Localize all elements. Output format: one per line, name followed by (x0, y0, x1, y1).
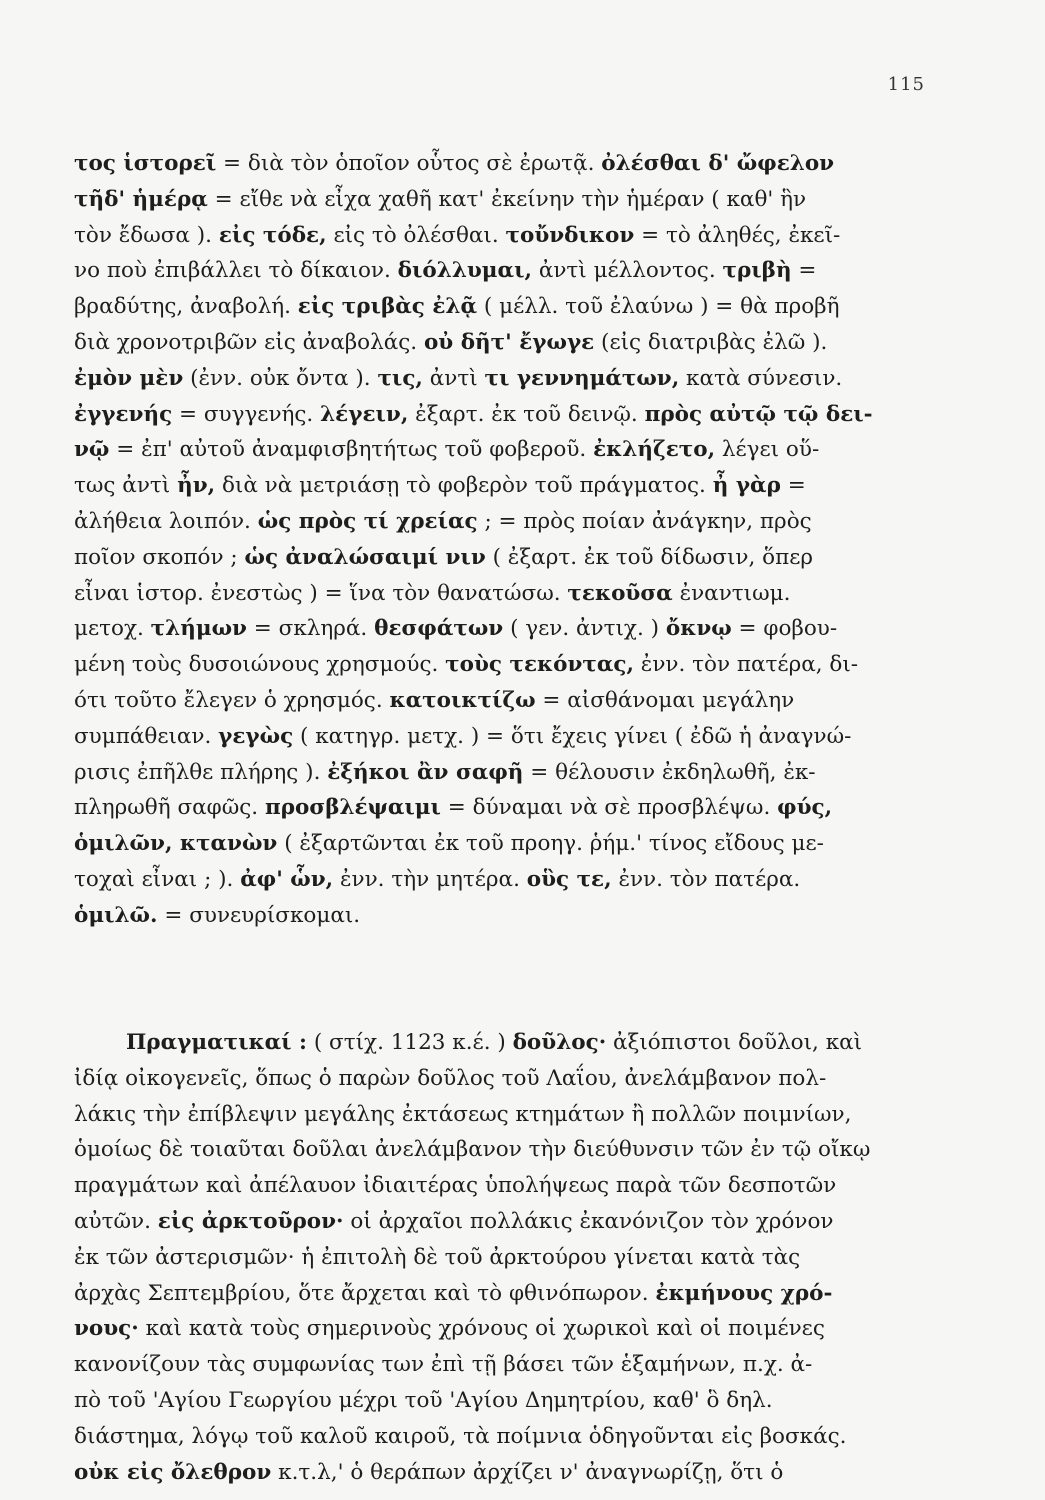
text-line: ἀρχὰς Σεπτεμβρίου, ὅτε ἄρχεται καὶ τὸ φθινόπωρον. ἐκμήνους χρό- (74, 1280, 833, 1306)
text-line: μένη τοὺς δυσοιώνους χρησμούς. τοὺς τεκόντας, ἐνν. τὸν πατέρα, δι- (74, 652, 859, 678)
text-line: εἶναι ἱστορ. ἐνεστὼς ) = ἵνα τὸν θανατώσω. τεκοῦσα ἐναντιωμ. (74, 580, 791, 606)
text-line: ρισις ἐπῆλθε πλήρης ). ἐξήκοι ἂν σαφῆ = θέλουσιν ἐκδηλωθῆ, ἐκ- (74, 759, 816, 785)
text-line: μετοχ. τλήμων = σκληρά. θεσφάτων ( γεν. ἀντιχ. ) ὄκνῳ = φοβου- (74, 616, 838, 642)
text-line: βραδύτης, ἀναβολή. εἰς τριβὰς ἐλᾷ ( μέλλ. τοῦ ἐλαύνω ) = θὰ προβῆ (74, 294, 840, 320)
text-line: ἐγγενής = συγγενής. λέγειν, ἐξαρτ. ἐκ τοῦ δεινῷ. πρὸς αὐτῷ τῷ δει- (74, 401, 873, 427)
text-line: τὸν ἔδωσα ). εἰς τόδε, εἰς τὸ ὀλέσθαι. τοὔνδικον = τὸ ἀληθές, ἐκεῖ- (74, 222, 841, 248)
text-line: διάστημα, λόγῳ τοῦ καλοῦ καιροῦ, τὰ ποίμνια ὁδηγοῦνται εἰς βοσκάς. (74, 1423, 847, 1449)
text-line: νῷ = ἐπ' αὐτοῦ ἀναμφισβητήτως τοῦ φοβεροῦ. ἐκλήζετο, λέγει οὕ- (74, 437, 820, 463)
page-number: 115 (887, 74, 925, 95)
glossary-paragraph (74, 146, 939, 934)
text-line: τος ἱστορεῖ = διὰ τὸν ὁποῖον οὗτος σὲ ἐρωτᾷ. ὀλέσθαι δ' ὤφελον (74, 151, 835, 176)
text-line: οὐκ εἰς ὄλεθρον κ.τ.λ,' ὁ θεράπων ἀρχίζει ν' ἀναγνωρίζῃ, ὅτι ὁ (74, 1459, 784, 1485)
text-line: λάκις τὴν ἐπίβλεψιν μεγάλης ἐκτάσεως κτημάτων ἢ πολλῶν ποιμνίων, (74, 1101, 852, 1127)
text-line: Πραγματικαί : ( στίχ. 1123 κ.έ. ) δοῦλος· ἀξιόπιστοι δοῦλοι, καὶ (126, 1030, 863, 1055)
text-line: πραγμάτων καὶ ἀπέλαυον ἰδιαιτέρας ὑπολήψεως παρὰ τῶν δεσποτῶν (74, 1173, 837, 1199)
text-line: πὸ τοῦ 'Αγίου Γεωργίου μέχρι τοῦ 'Αγίου Δημητρίου, καθ' ὃ δηλ. (74, 1387, 773, 1413)
text-line: τῆδ' ἡμέρᾳ = εἴθε νὰ εἶχα χαθῆ κατ' ἐκείνην τὴν ἡμέραν ( καθ' ἣν (74, 186, 807, 212)
text-line: πληρωθῆ σαφῶς. προσβλέψαιμι = δύναμαι νὰ σὲ προσβλέψω. φύς, (74, 795, 833, 821)
text-line: ότι τοῦτο ἔλεγεν ὁ χρησμός. κατοικτίζω = αἰσθάνομαι μεγάλην (74, 687, 795, 713)
text-line: ὁμιλῶ. = συνευρίσκομαι. (74, 902, 361, 928)
text-line: διὰ χρονοτριβῶν εἰς ἀναβολάς. οὐ δῆτ' ἔγωγε (εἰς διατριβὰς ἐλῶ ). (74, 329, 828, 355)
text-line: ἐμὸν μὲν (ἐνν. οὐκ ὄντα ). τις, ἀντὶ τι γεννημάτων, κατὰ σύνεσιν. (74, 365, 843, 391)
text-line: ὁμιλῶν, κτανὼν ( ἐξαρτῶνται ἐκ τοῦ προηγ. ῥήμ.' τίνος εἴδους με- (74, 831, 824, 857)
text-line: ἀλήθεια λοιπόν. ὡς πρὸς τί χρείας ; = πρὸς ποίαν ἀνάγκην, πρὸς (74, 508, 812, 534)
text-line: ὁμοίως δὲ τοιαῦται δοῦλαι ἀνελάμβανον τὴν διεύθυνσιν τῶν ἐν τῷ οἴκῳ (74, 1137, 871, 1163)
text-line: τως ἀντὶ ἦν, διὰ νὰ μετριάσῃ τὸ φοβερὸν τοῦ πράγματος. ἦ γὰρ = (74, 473, 806, 499)
text-line: ποῖον σκοπόν ; ὡς ἀναλώσαιμί νιν ( ἐξαρτ. ἐκ τοῦ δίδωσιν, ὅπερ (74, 544, 814, 570)
text-line: νο ποὺ ἐπιβάλλει τὸ δίκαιον. διόλλυμαι, ἀντὶ μέλλοντος. τριβὴ = (74, 258, 817, 284)
text-line: κανονίζουν τὰς συμφωνίας των ἐπὶ τῇ βάσει τῶν ἑξαμήνων, π.χ. ἀ- (74, 1352, 813, 1378)
text-line: συμπάθειαν. γεγὼς ( κατηγρ. μετχ. ) = ὅτι ἔχεις γίνει ( ἐδῶ ἡ ἀναγνώ- (74, 723, 852, 749)
realia-paragraph (74, 1025, 939, 1490)
text-line: αὐτῶν. εἰς ἀρκτοῦρον· οἱ ἀρχαῖοι πολλάκις ἐκανόνιζον τὸν χρόνον (74, 1208, 834, 1234)
text-line: ἐκ τῶν ἀστερισμῶν· ἡ ἐπιτολὴ δὲ τοῦ ἀρκτούρου γίνεται κατὰ τὰς (74, 1244, 801, 1270)
text-line: νους· καὶ κατὰ τοὺς σημερινοὺς χρόνους οἱ χωρικοὶ καὶ οἱ ποιμένες (74, 1316, 825, 1342)
text-line: τοχαὶ εἶναι ; ). ἀφ' ὧν, ἐνν. τὴν μητέρα. οὓς τε, ἐνν. τὸν πατέρα. (74, 866, 801, 892)
text-line: ἰδίᾳ οἰκογενεῖς, ὅπως ὁ παρὼν δοῦλος τοῦ Λαΐου, ἀνελάμβανον πολ- (74, 1065, 827, 1091)
